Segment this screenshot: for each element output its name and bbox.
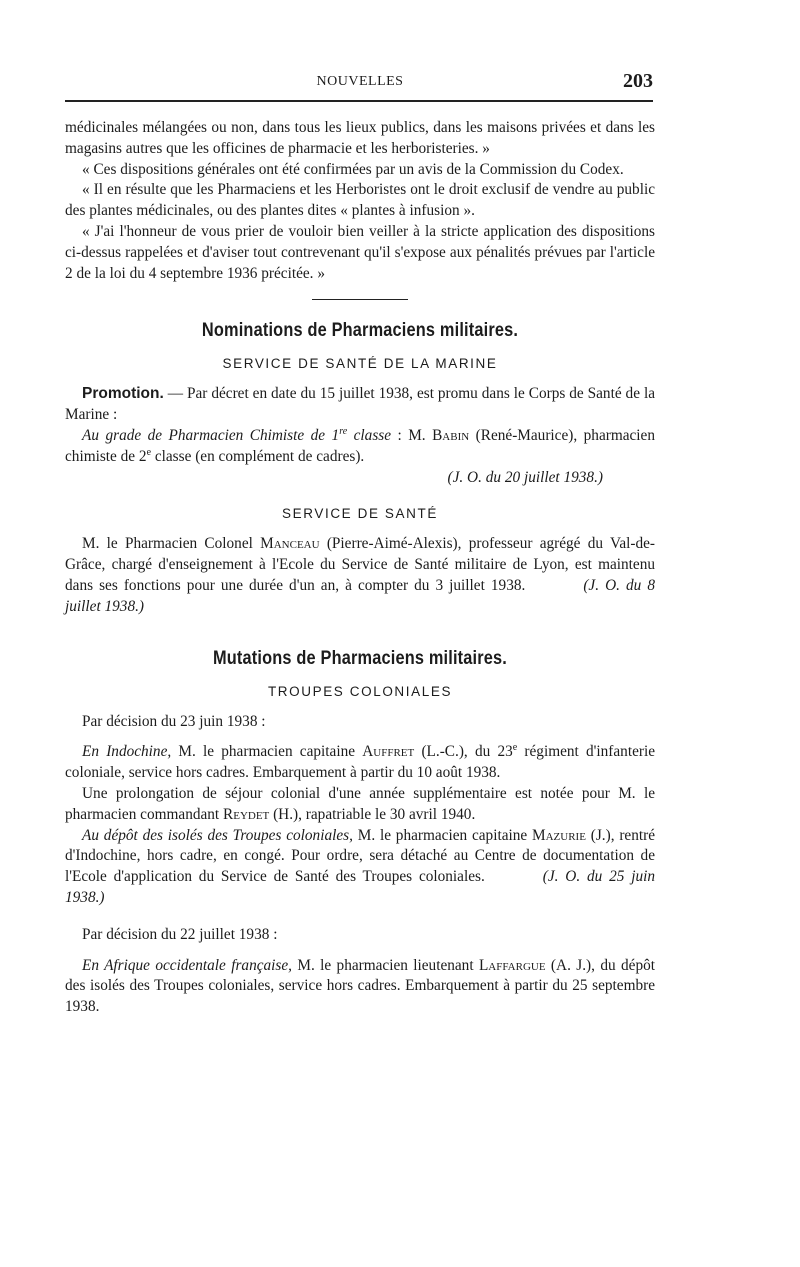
- journal-reference: (J. O. du 20 juillet 1938.): [447, 468, 603, 486]
- mutation-entry: En Indochine, M. le pharmacien capitaine Auffret (L.-C.), du 23e régiment d'infanterie coloniale, service hors cadres. Embarquement à partir du 10 août 1938.: [65, 742, 656, 782]
- person-name: Manceau: [260, 535, 320, 553]
- person-name: Reydet: [223, 805, 270, 823]
- section-divider: [312, 299, 408, 300]
- decision-date: Par décision du 23 juin 1938 :: [82, 712, 266, 730]
- mutation-entry: En Afrique occidentale française, M. le pharmacien lieutenant Laffargue (A. J.), du dépôt des isolés des Troupes coloniales, service hors cadres. Embarquement à partir du 25 septembre 1938.: [65, 956, 655, 1016]
- running-head: [65, 72, 655, 94]
- running-title: NOUVELLES: [316, 74, 404, 89]
- mutations-title: Mutations de Pharmaciens militaires.: [212, 647, 508, 669]
- mutation-entry: Une prolongation de séjour colonial d'une année supplémentaire est notée pour M. le pharmacien commandant Reydet (H.), rapatriable le 30 avril 1940.: [65, 784, 655, 823]
- page-content: [65, 118, 655, 1018]
- troupes-heading: TROUPES COLONIALES: [267, 683, 453, 699]
- journal-page: [65, 0, 655, 1267]
- journal-reference: (J. O. du 25 juin 1938.): [65, 868, 655, 906]
- intro-paragraph: médicinales mélangées ou non, dans tous les lieux publics, dans les maisons privées et dans les magasins autres que les officines de pharmacie et les herboristeries. »: [65, 119, 655, 157]
- header-rule: [65, 100, 653, 102]
- person-name: Laffargue: [478, 956, 546, 974]
- promotion-grade-paragraph: Au grade de Pharmacien Chimiste de 1re classe : M. Babin (René-Maurice), pharmacien chimiste de 2e classe (en complément de cadres).: [65, 425, 655, 465]
- person-name: Auffret: [362, 743, 415, 761]
- person-name: Babin: [432, 426, 470, 444]
- journal-reference: (J. O. du 8 juillet 1938.): [65, 576, 655, 615]
- mutation-entry: Au dépôt des isolés des Troupes coloniales, M. le pharmacien capitaine Mazurie (J.), rentré d'Indochine, hors cadre, en congé. Pour ordre, sera détaché au Centre de documentation de l'Ecole d'application du Service de Santé des Troupes coloniales. (J. O. du 25 juin 1938.): [65, 826, 655, 906]
- person-name: Mazurie: [531, 826, 586, 844]
- intro-paragraph: « Ces dispositions générales ont été confirmées par un avis de la Commission du Codex.: [82, 160, 624, 178]
- nominations-title: Nominations de Pharmaciens militaires.: [201, 320, 519, 342]
- promotion-lead: Promotion.: [82, 385, 164, 403]
- intro-paragraph: « J'ai l'honneur de vous prier de vouloir bien veiller à la stricte application des dispositions ci-dessus rappelées et d'aviser tout contrevenant qu'il s'expose aux pénalités prévues par l'article 2 de la loi du 4 septembre 1936 précitée. »: [65, 222, 655, 282]
- intro-paragraph: « Il en résulte que les Pharmaciens et les Herboristes ont le droit exclusif de vendre au public des plantes médicinales, ou des plantes dites « plantes à infusion ».: [65, 181, 655, 220]
- marine-heading: SERVICE DE SANTÉ DE LA MARINE: [222, 356, 498, 372]
- decision-date: Par décision du 22 juillet 1938 :: [82, 925, 278, 943]
- sante-heading: SERVICE DE SANTÉ: [282, 506, 438, 522]
- promotion-paragraph: Promotion. — Par décret en date du 15 juillet 1938, est promu dans le Corps de Santé de la Marine :: [65, 385, 655, 424]
- page-number: 203: [623, 70, 653, 92]
- sante-paragraph: M. le Pharmacien Colonel Manceau (Pierre-Aimé-Alexis), professeur agrégé du Val-de-Grâce, chargé d'enseignement à l'Ecole du Service de Santé militaire de Lyon, est maintenu dans ses fonctions pour une durée d'un an, à compter du 3 juillet 1938. (J. O. du 8 juillet 1938.): [65, 535, 656, 615]
